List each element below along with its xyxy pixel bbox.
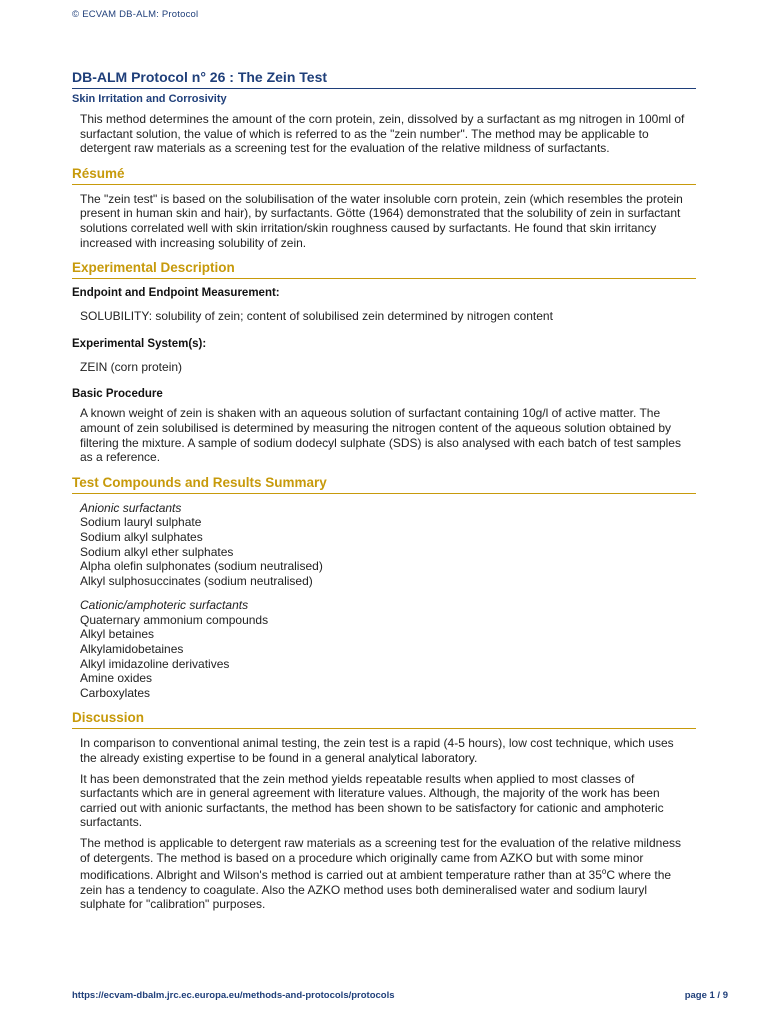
procedure-text: A known weight of zein is shaken with an aqueous solution of surfactant containing 10g/l of active matter. The amount of zein solubilised is determined by measuring the nitrogen content of the aqueous solution obtained by filtering the mixture. A sample of sodium dodecyl sulphate (SDS) is also analysed with each batch of test samples as a reference.	[80, 406, 681, 465]
resume-paragraph: The "zein test" is based on the solubilisation of the water insoluble corn protein, zein (which resembles the protein present in human skin and hair), by surfactants. Götte (1964) demonstrated that the solubility of zein in surfactant solutions correlated well with skin irritation/skin roughness caused by surfactants. He found that skin irritancy increased with increasing solubility of zein.	[80, 191, 683, 250]
intro-paragraph: This method determines the amount of the corn protein, zein, dissolved by a surfactant as mg nitrogen in 100ml of surfactant solution, the value of which is referred to as the "zein number". The method may be applicable to detergent raw materials as a screening test for the evaluation of the relative mildness of surfactants.	[80, 112, 685, 156]
system-heading: Experimental System(s):	[72, 337, 207, 350]
compounds-heading: Test Compounds and Results Summary	[72, 475, 696, 494]
degree-superscript: o	[601, 867, 607, 877]
experimental-heading: Experimental Description	[72, 260, 696, 279]
list-item: Quaternary ammonium compounds	[80, 612, 269, 627]
list-item: Alkyl imidazoline derivatives	[80, 656, 230, 671]
endpoint-heading: Endpoint and Endpoint Measurement:	[72, 287, 280, 300]
list-item: Sodium alkyl ether sulphates	[80, 544, 234, 559]
endpoint-text: SOLUBILITY: solubility of zein; content of solubilised zein determined by nitrogen content	[80, 309, 553, 324]
list-item: Sodium lauryl sulphate	[80, 515, 202, 530]
list-category: Cationic/amphoteric surfactants	[80, 598, 249, 613]
discussion-paragraph-2: It has been demonstrated that the zein method yields repeatable results when applied to most classes of surfactants which are in general agreement with literature values. Although, the majority of the work has been carried out with anionic surfactants, the method has been shown to be satisfactory for cationic and amphoteric surfactants.	[80, 771, 664, 830]
list-item: Alkyl sulphosuccinates (sodium neutralised)	[80, 573, 313, 588]
page-number: page 1 / 9	[684, 990, 728, 1001]
system-text: ZEIN (corn protein)	[80, 359, 183, 374]
list-item: Alpha olefin sulphonates (sodium neutralised)	[80, 559, 323, 574]
list-item: Alkylamidobetaines	[80, 642, 184, 657]
header-source: ECVAM DB-ALM: Protocol	[82, 9, 199, 20]
discussion-p3-end: C where the zein has a tendency to coagulate. Also the AZKO method uses both demineralised water and sodium lauryl sulphate for "calibration" purposes.	[80, 868, 672, 912]
list-category: Anionic surfactants	[80, 500, 182, 515]
document-body	[72, 69, 696, 918]
page-header	[72, 9, 198, 20]
discussion-heading: Discussion	[72, 710, 696, 729]
resume-heading: Résumé	[72, 166, 696, 185]
cationic-list	[72, 598, 696, 700]
discussion-paragraph-3	[72, 836, 696, 912]
procedure-heading: Basic Procedure	[72, 388, 163, 401]
list-item: Alkyl betaines	[80, 627, 155, 642]
discussion-p3-start: The method is applicable to detergent raw materials as a screening test for the evaluation of the relative mildness of detergents. The method is based on a procedure which originally came from AZKO but with some minor modifications. Albright and Wilson's method is carried out at ambient temperature rather than at 35	[80, 836, 681, 883]
footer-url-link[interactable]: https://ecvam-dbalm.jrc.ec.europa.eu/methods-and-protocols/protocols	[72, 990, 395, 1001]
list-item: Sodium alkyl sulphates	[80, 529, 203, 544]
discussion-paragraph-1: In comparison to conventional animal testing, the zein test is a rapid (4-5 hours), low cost technique, which uses the already existing expertise to be found in a general analytical laboratory.	[80, 736, 674, 766]
copyright-icon: ©	[72, 9, 80, 20]
list-item: Carboxylates	[80, 685, 151, 700]
anionic-list	[72, 501, 696, 589]
protocol-title: DB-ALM Protocol n° 26 : The Zein Test	[72, 69, 696, 89]
protocol-subtitle: Skin Irritation and Corrosivity	[72, 93, 227, 105]
list-item: Amine oxides	[80, 671, 153, 686]
